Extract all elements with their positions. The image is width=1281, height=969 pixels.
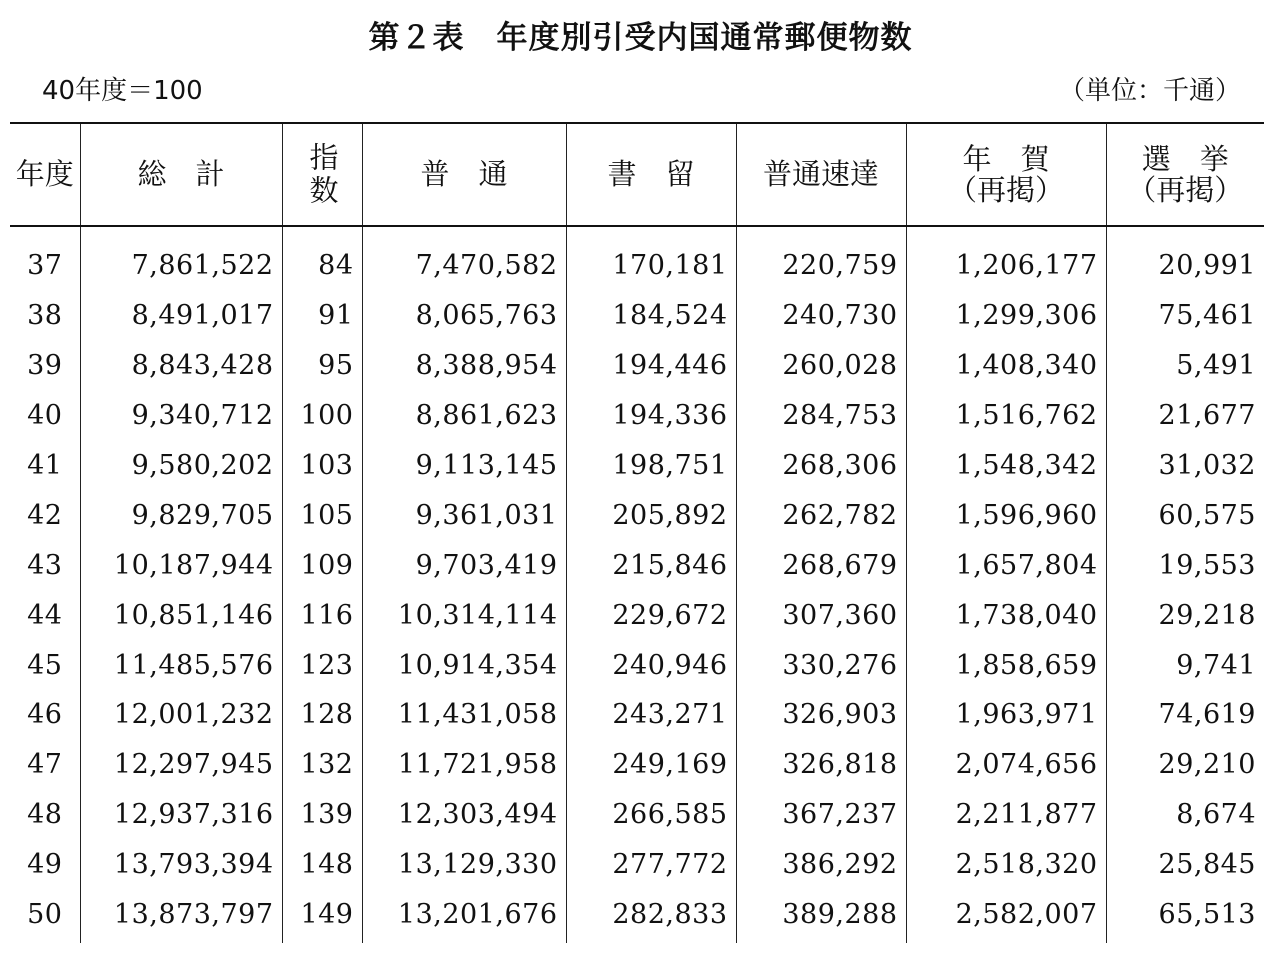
cell-newyear: 1,963,971 — [906, 690, 1106, 740]
cell-registered: 194,336 — [566, 391, 736, 441]
cell-index: 105 — [282, 490, 362, 540]
cell-newyear: 1,738,040 — [906, 590, 1106, 640]
cell-ordinary: 8,388,954 — [362, 341, 566, 391]
cell-newyear: 1,516,762 — [906, 391, 1106, 441]
cell-total: 8,491,017 — [80, 291, 282, 341]
cell-election: 60,575 — [1106, 490, 1264, 540]
cell-registered: 282,833 — [566, 890, 736, 944]
table-row — [10, 490, 1264, 540]
cell-registered: 277,772 — [566, 840, 736, 890]
cell-ordinary: 9,361,031 — [362, 490, 566, 540]
cell-year: 44 — [27, 599, 63, 631]
cell-express: 307,360 — [736, 590, 906, 640]
header-total: 総 計 — [80, 123, 282, 226]
table-row — [10, 740, 1264, 790]
header-election-label: 選 挙 — [1141, 141, 1229, 176]
cell-registered: 184,524 — [566, 291, 736, 341]
cell-index: 148 — [282, 840, 362, 890]
cell-total: 8,843,428 — [80, 341, 282, 391]
cell-year: 39 — [27, 350, 63, 382]
cell-registered: 229,672 — [566, 590, 736, 640]
cell-election: 20,991 — [1106, 226, 1264, 291]
cell-express: 326,818 — [736, 740, 906, 790]
table-row — [10, 890, 1264, 944]
cell-registered: 198,751 — [566, 441, 736, 491]
cell-ordinary: 9,113,145 — [362, 441, 566, 491]
table-row — [10, 590, 1264, 640]
table-row — [10, 840, 1264, 890]
cell-ordinary: 11,721,958 — [362, 740, 566, 790]
table-row — [10, 226, 1264, 291]
header-index: 指数 — [282, 123, 362, 226]
header-election — [1106, 123, 1264, 226]
cell-index: 100 — [282, 391, 362, 441]
cell-index: 116 — [282, 590, 362, 640]
header-registered: 書 留 — [566, 123, 736, 226]
cell-ordinary: 12,303,494 — [362, 790, 566, 840]
cell-index: 84 — [282, 226, 362, 291]
cell-election: 21,677 — [1106, 391, 1264, 441]
header-ordinary: 普 通 — [362, 123, 566, 226]
cell-ordinary: 9,703,419 — [362, 540, 566, 590]
cell-newyear: 1,596,960 — [906, 490, 1106, 540]
cell-index: 132 — [282, 740, 362, 790]
cell-year: 49 — [27, 849, 63, 881]
cell-election: 29,218 — [1106, 590, 1264, 640]
cell-ordinary: 10,314,114 — [362, 590, 566, 640]
cell-total: 7,861,522 — [80, 226, 282, 291]
cell-election: 74,619 — [1106, 690, 1264, 740]
cell-index: 149 — [282, 890, 362, 944]
cell-index: 103 — [282, 441, 362, 491]
cell-total: 12,297,945 — [80, 740, 282, 790]
cell-registered: 240,946 — [566, 640, 736, 690]
cell-express: 284,753 — [736, 391, 906, 441]
cell-total: 10,187,944 — [80, 540, 282, 590]
cell-year: 41 — [27, 450, 63, 481]
table-title: 第２表 年度別引受内国通常郵便物数 — [368, 20, 913, 56]
cell-total: 9,340,712 — [80, 391, 282, 441]
table-row — [10, 291, 1264, 341]
cell-newyear: 1,858,659 — [906, 640, 1106, 690]
cell-index: 109 — [282, 540, 362, 590]
cell-total: 10,851,146 — [80, 590, 282, 640]
cell-total: 12,937,316 — [80, 790, 282, 840]
cell-total: 13,873,797 — [80, 890, 282, 944]
cell-election: 9,741 — [1106, 640, 1264, 690]
table-row — [10, 441, 1264, 491]
cell-year: 46 — [27, 699, 63, 731]
cell-ordinary: 8,065,763 — [362, 291, 566, 341]
cell-year: 48 — [27, 799, 63, 831]
cell-express: 268,679 — [736, 540, 906, 590]
cell-express: 260,028 — [736, 341, 906, 391]
cell-ordinary: 11,431,058 — [362, 690, 566, 740]
cell-election: 19,553 — [1106, 540, 1264, 590]
cell-ordinary: 7,470,582 — [362, 226, 566, 291]
cell-registered: 243,271 — [566, 690, 736, 740]
cell-index: 95 — [282, 341, 362, 391]
index-basis-note: 40年度＝100 — [42, 76, 203, 106]
cell-express: 330,276 — [736, 640, 906, 690]
cell-index: 128 — [282, 690, 362, 740]
cell-newyear: 1,548,342 — [906, 441, 1106, 491]
cell-newyear: 1,299,306 — [906, 291, 1106, 341]
cell-registered: 205,892 — [566, 490, 736, 540]
cell-registered: 249,169 — [566, 740, 736, 790]
cell-year: 50 — [27, 899, 63, 931]
cell-ordinary: 13,201,676 — [362, 890, 566, 944]
cell-express: 268,306 — [736, 441, 906, 491]
cell-newyear: 2,518,320 — [906, 840, 1106, 890]
table-row — [10, 690, 1264, 740]
cell-express: 389,288 — [736, 890, 906, 944]
cell-registered: 170,181 — [566, 226, 736, 291]
cell-express: 220,759 — [736, 226, 906, 291]
cell-index: 139 — [282, 790, 362, 840]
cell-registered: 266,585 — [566, 790, 736, 840]
cell-index: 91 — [282, 291, 362, 341]
cell-express: 262,782 — [736, 490, 906, 540]
cell-newyear: 1,408,340 — [906, 341, 1106, 391]
header-express: 普通速達 — [736, 123, 906, 226]
cell-total: 11,485,576 — [80, 640, 282, 690]
header-row — [10, 123, 1264, 226]
cell-year: 42 — [27, 499, 63, 531]
header-newyear-label: 年 賀 — [962, 141, 1050, 176]
cell-newyear: 2,211,877 — [906, 790, 1106, 840]
header-election-sub: （再掲） — [1127, 172, 1244, 207]
cell-year: 38 — [27, 300, 63, 332]
table-row — [10, 790, 1264, 840]
cell-registered: 194,446 — [566, 341, 736, 391]
mail-volume-table — [10, 122, 1264, 943]
cell-newyear: 2,582,007 — [906, 890, 1106, 944]
cell-ordinary: 10,914,354 — [362, 640, 566, 690]
table-row — [10, 640, 1264, 690]
header-newyear-sub: （再掲） — [947, 172, 1064, 207]
cell-ordinary: 8,861,623 — [362, 391, 566, 441]
cell-total: 9,829,705 — [80, 490, 282, 540]
cell-total: 9,580,202 — [80, 441, 282, 491]
cell-election: 65,513 — [1106, 890, 1264, 944]
cell-registered: 215,846 — [566, 540, 736, 590]
cell-election: 5,491 — [1106, 341, 1264, 391]
table-row — [10, 391, 1264, 441]
cell-express: 240,730 — [736, 291, 906, 341]
cell-ordinary: 13,129,330 — [362, 840, 566, 890]
cell-year: 47 — [27, 749, 63, 781]
cell-election: 75,461 — [1106, 291, 1264, 341]
cell-newyear: 1,206,177 — [906, 226, 1106, 291]
cell-index: 123 — [282, 640, 362, 690]
cell-year: 45 — [27, 649, 63, 681]
cell-express: 367,237 — [736, 790, 906, 840]
table-row — [10, 341, 1264, 391]
cell-election: 25,845 — [1106, 840, 1264, 890]
cell-total: 12,001,232 — [80, 690, 282, 740]
cell-year: 37 — [27, 250, 63, 282]
cell-year: 40 — [27, 400, 63, 432]
cell-newyear: 1,657,804 — [906, 540, 1106, 590]
cell-total: 13,793,394 — [80, 840, 282, 890]
header-newyear — [906, 123, 1106, 226]
table-row — [10, 540, 1264, 590]
cell-newyear: 2,074,656 — [906, 740, 1106, 790]
table-body — [10, 226, 1264, 943]
header-year: 年度 — [10, 123, 80, 226]
unit-note: （単位：千通） — [1058, 76, 1241, 106]
cell-year: 43 — [27, 549, 63, 581]
cell-express: 326,903 — [736, 690, 906, 740]
cell-election: 29,210 — [1106, 740, 1264, 790]
cell-election: 8,674 — [1106, 790, 1264, 840]
cell-election: 31,032 — [1106, 441, 1264, 491]
cell-express: 386,292 — [736, 840, 906, 890]
